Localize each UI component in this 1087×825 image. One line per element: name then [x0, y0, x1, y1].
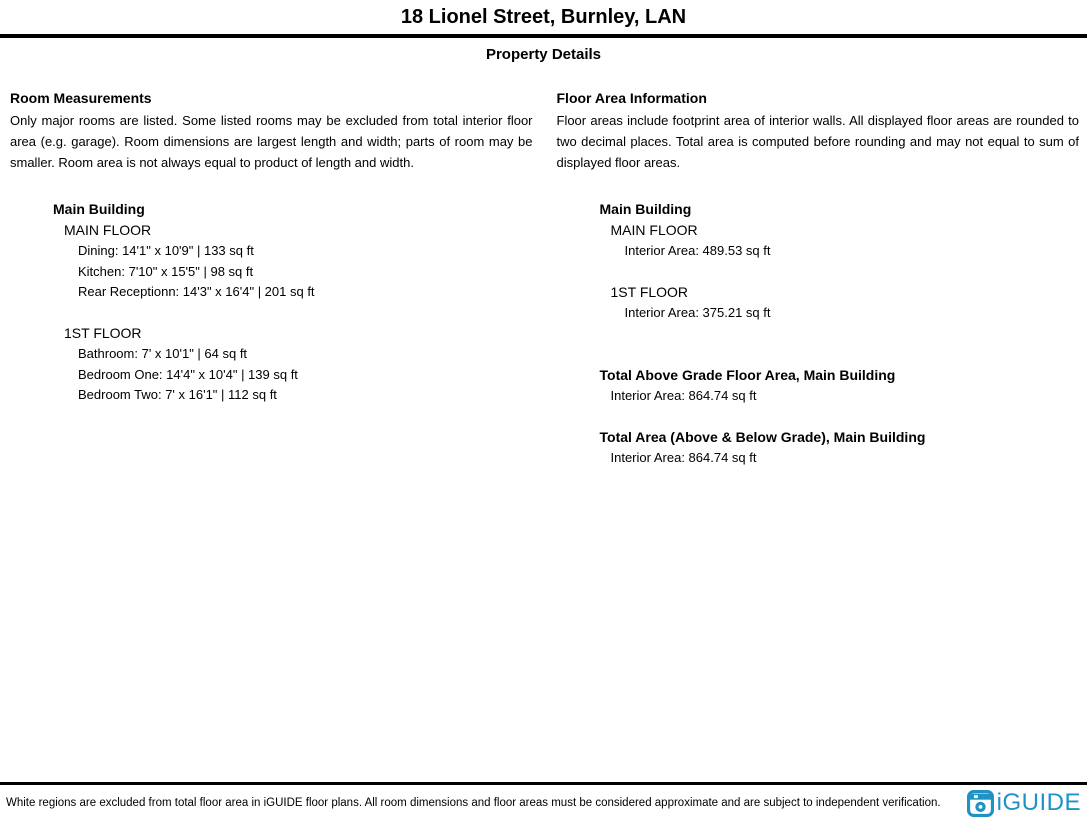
- page-footer: [0, 782, 1087, 825]
- page-header: [0, 0, 1087, 64]
- iguide-logo-text: iGUIDE: [996, 789, 1081, 816]
- room-line: Kitchen: 7'10" x 15'5" | 98 sq ft: [78, 263, 254, 279]
- floor-main-floor-area: [600, 220, 1080, 262]
- floor-area-section: [557, 89, 1080, 469]
- floor-1st-floor-area: [600, 282, 1080, 324]
- room-line: Rear Receptionn: 14'3" x 16'4" | 201 sq ft: [78, 284, 315, 299]
- building-name: Main Building: [599, 201, 692, 217]
- floor-name: MAIN FLOOR: [64, 222, 152, 238]
- room-measurements-description: Only major rooms are listed. Some listed rooms may be excluded from total interior floor area (e.g. garage). Room dimensions are largest length and width; parts of room may be smaller. Room area is not always equal to product of length and width.: [10, 113, 533, 170]
- floor-name: 1ST FLOOR: [610, 284, 689, 300]
- total-title: Total Area (Above & Below Grade), Main Building: [599, 429, 926, 445]
- room-measurements-building: [10, 199, 533, 406]
- footer-disclaimer: White regions are excluded from total floor area in iGUIDE floor plans. All room dimensions and floor areas must be considered approximate and are subject to independent verification.: [6, 797, 941, 809]
- content-columns: [0, 89, 1087, 469]
- floor-1st-floor: [53, 323, 533, 406]
- page-title: 18 Lionel Street, Burnley, LAN: [400, 6, 687, 28]
- interior-area-line: Interior Area: 375.21 sq ft: [624, 305, 771, 320]
- floor-main-floor: [53, 220, 533, 303]
- room-line: Dining: 14'1" x 10'9" | 133 sq ft: [78, 243, 254, 258]
- total-title: Total Above Grade Floor Area, Main Building: [599, 366, 896, 383]
- page-subtitle: Property Details: [485, 46, 602, 63]
- room-measurements-heading: Room Measurements: [10, 90, 152, 106]
- building-name: Main Building: [53, 201, 145, 217]
- interior-area-line: Interior Area: 864.74 sq ft: [610, 450, 757, 465]
- interior-area-line: Interior Area: 864.74 sq ft: [610, 387, 757, 403]
- room-line: Bedroom Two: 7' x 16'1" | 112 sq ft: [78, 387, 277, 402]
- floor-area-heading: Floor Area Information: [556, 90, 707, 106]
- floor-area-building: [557, 199, 1080, 469]
- room-line: Bathroom: 7' x 10'1" | 64 sq ft: [78, 346, 248, 361]
- total-above-grade-block: [600, 365, 1080, 407]
- total-above-below-grade-block: [600, 427, 1080, 469]
- floor-area-description: Floor areas include footprint area of interior walls. All displayed floor areas are rounded to two decimal places. Total area is computed before rounding and may not equal to sum of displayed floor areas.: [556, 113, 1079, 170]
- iguide-camera-icon: [967, 790, 994, 817]
- floor-name: MAIN FLOOR: [610, 222, 698, 238]
- room-measurements-section: [10, 89, 533, 469]
- room-line: Bedroom One: 14'4" x 10'4" | 139 sq ft: [78, 366, 298, 382]
- iguide-logo: [967, 789, 1081, 817]
- interior-area-line: Interior Area: 489.53 sq ft: [624, 243, 771, 258]
- floor-name: 1ST FLOOR: [64, 325, 142, 341]
